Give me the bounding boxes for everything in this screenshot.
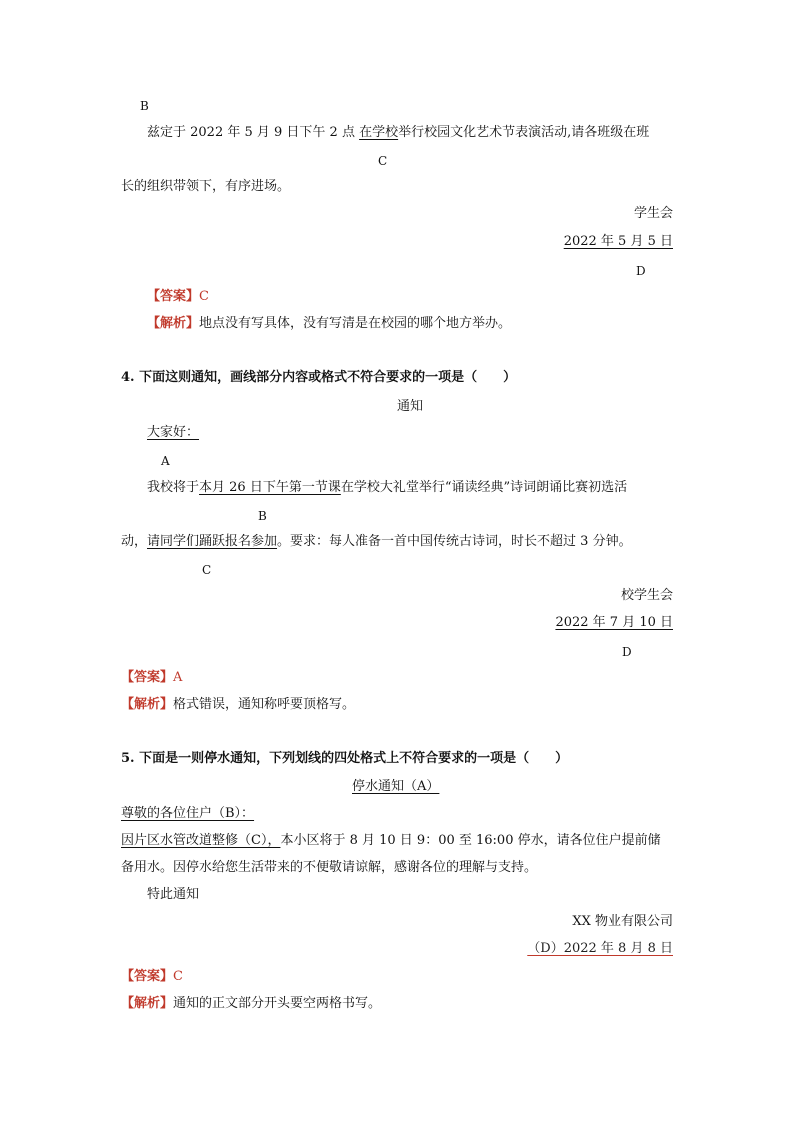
answer-value: A	[173, 670, 183, 685]
mark-c: C	[202, 563, 212, 577]
notice-date: 2022 年 5 月 5 日	[563, 234, 673, 249]
notice-body-line1	[147, 124, 649, 142]
body-text: 在学校大礼堂举行“诵读经典”诗词朗诵比赛初选活	[340, 480, 628, 495]
underlined-request: 请同学们踊跃报名参加	[147, 534, 278, 549]
notice-title: 通知	[397, 399, 424, 414]
notice-body-line1	[121, 832, 661, 850]
underlined-reason: 因片区水管改道整修（C），	[121, 833, 281, 848]
notice-salutation: 大家好：	[147, 425, 200, 440]
body-text: 兹定于 2022 年 5 月 9 日下午 2 点	[147, 125, 360, 140]
notice-body-line2	[121, 533, 632, 551]
analysis-text: 格式错误，通知称呼要顶格写。	[173, 697, 356, 712]
notice-closing: 特此通知	[147, 887, 200, 902]
answer-tag: 【答案】	[147, 289, 200, 304]
question-4: 4. 下面这则通知，画线部分内容或格式不符合要求的一项是（ ）	[121, 370, 517, 385]
answer-5	[121, 968, 183, 986]
analysis-tag: 【解析】	[121, 697, 174, 712]
analysis-tag: 【解析】	[121, 996, 174, 1011]
mark-b: B	[258, 509, 267, 523]
body-text: 动，	[121, 534, 148, 549]
body-text: 。要求：每人准备一首中国传统古诗词，时长不超过 3 分钟。	[277, 534, 632, 549]
signature: 学生会	[633, 206, 673, 221]
analysis-5	[121, 995, 381, 1013]
mark-b: B	[140, 99, 149, 113]
question-5: 5. 下面是一则停水通知，下列划线的四处格式上不符合要求的一项是（ ）	[121, 751, 569, 766]
analysis-text: 地点没有写具体，没有写清是在校园的哪个地方举办。	[199, 316, 512, 331]
notice-body-line2: 备用水。因停水给您生活带来的不便敬请谅解，感谢各位的理解与支持。	[121, 860, 538, 875]
mark-d: D	[622, 645, 632, 659]
body-text: 我校将于	[147, 480, 200, 495]
notice-date: 2022 年 7 月 10 日	[555, 615, 673, 630]
body-text: 举行校园文化艺术节表演活动,请各班级在班	[398, 125, 650, 140]
analysis-4	[121, 696, 355, 714]
answer-4	[121, 669, 182, 687]
notice-body-line2: 长的组织带领下，有序进场。	[121, 179, 291, 194]
notice-date: （D）2022 年 8 月 8 日	[527, 941, 673, 956]
underlined-time: 本月 26 日下午第一节课	[199, 480, 341, 495]
answer-3	[147, 288, 209, 306]
notice-body-line1	[147, 479, 627, 497]
signature: 校学生会	[620, 588, 673, 603]
answer-tag: 【答案】	[121, 670, 174, 685]
notice-salutation: 尊敬的各位住户（B）：	[121, 806, 255, 821]
answer-value: C	[199, 289, 209, 304]
mark-d: D	[636, 264, 646, 278]
signature: XX 物业有限公司	[572, 914, 673, 929]
mark-a: A	[161, 454, 170, 468]
answer-tag: 【答案】	[121, 969, 174, 984]
body-text: 本小区将于 8 月 10 日 9：00 至 16:00 停水，请各位住户提前储	[280, 833, 661, 848]
underlined-location: 在学校	[359, 125, 399, 140]
analysis-tag: 【解析】	[147, 316, 200, 331]
analysis-text: 通知的正文部分开头要空两格书写。	[173, 996, 382, 1011]
mark-c: C	[378, 154, 388, 168]
analysis-3	[147, 315, 511, 333]
answer-value: C	[173, 969, 183, 984]
notice-title: 停水通知（A）	[352, 779, 440, 794]
